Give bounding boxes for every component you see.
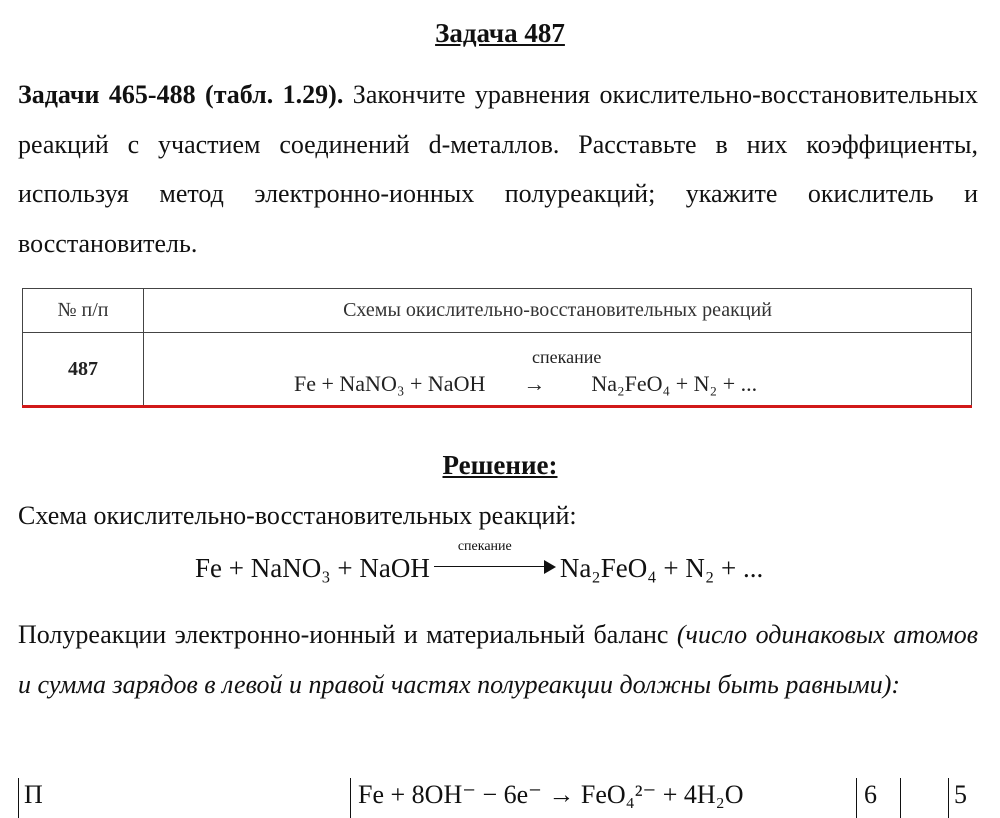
row-bar [18, 778, 19, 818]
condition-label: спекание [532, 347, 602, 367]
half-reaction-oxidation: Fe + 8OH⁻ − 6e⁻ → FeO₄²⁻ + 4H₂O [358, 780, 744, 809]
solution-title: Решение: [442, 450, 558, 480]
half-reactions-text: Полуреакции электронно-ионный и материальный баланс [18, 620, 677, 649]
task-statement [18, 70, 978, 268]
row-bar [948, 778, 949, 818]
arrow-icon: → [523, 371, 546, 396]
reaction-scheme-cell [144, 333, 972, 407]
header-schemes: Схемы окислительно-восстановительных реакций [144, 289, 972, 333]
header-number: № п/п [23, 289, 144, 333]
half-reaction-row [18, 778, 998, 818]
task-range-lead: Задачи 465-488 (табл. 1.29). [18, 80, 344, 109]
row-bar [900, 778, 901, 818]
electron-count: 6 [864, 780, 877, 809]
task-text: Закончите уравнения окислительно-восстановительных реакций с участием соединений d-металлов. Расставьте в них коэффициенты, используя метод электронно-ионных полуреакций; укажите окислитель и восстановитель. [18, 80, 978, 258]
multiplier: 5 [954, 780, 967, 809]
half-reactions-note: (число одинаковых атомов и сумма зарядов в левой и правой частях полуреакции должны быть равными): [18, 620, 978, 699]
equation-reactants: Fe + NaNO₃ + NaOH [195, 553, 430, 583]
reactants: Fe + NaNO₃ + NaOH [294, 371, 486, 396]
table-header-row [23, 289, 972, 333]
equation-products: Na₂FeO₄ + N₂ + ... [559, 553, 764, 583]
half-reaction-label: П [24, 780, 43, 809]
reaction-table [22, 288, 972, 408]
half-reactions-intro [18, 610, 978, 709]
reaction-scheme [294, 371, 757, 397]
equation-condition: спекание [457, 539, 512, 554]
long-arrow-icon [434, 539, 556, 576]
table-row [23, 333, 972, 407]
scheme-label: Схема окислительно-восстановительных реакций: [18, 501, 577, 530]
reaction-equation [195, 539, 764, 584]
row-bar [856, 778, 857, 818]
task-title: Задача 487 [435, 18, 565, 48]
row-bar [350, 778, 351, 818]
row-number: 487 [23, 333, 144, 407]
products: Na₂FeO₄ + N₂ + ... [591, 371, 758, 396]
